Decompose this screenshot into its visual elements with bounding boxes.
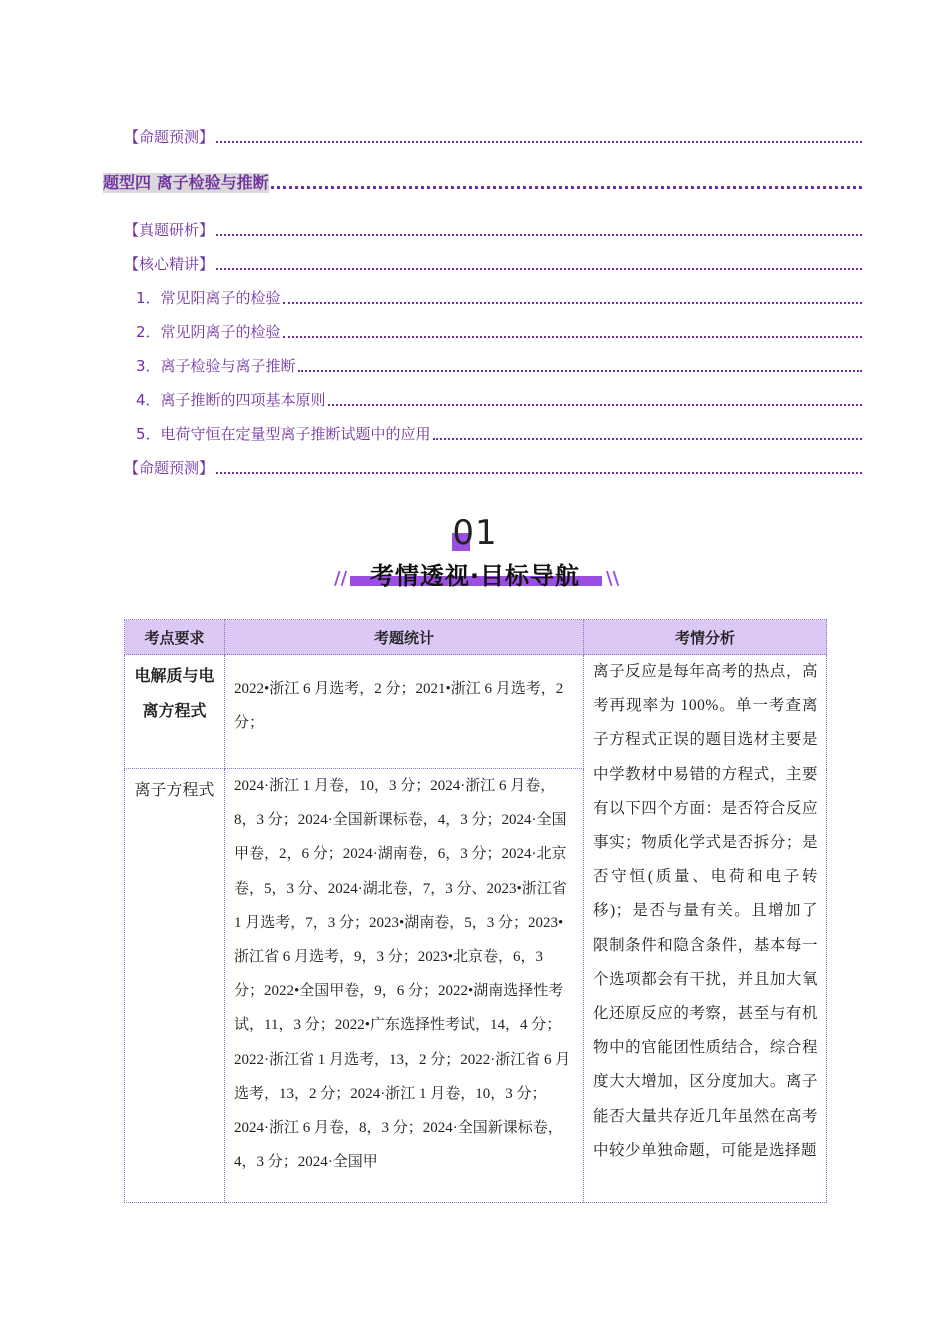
toc-leader	[433, 438, 862, 440]
header-requirement: 考点要求	[125, 620, 225, 655]
toc-leader	[216, 141, 862, 143]
toc-label: 4．离子推断的四项基本原则	[136, 391, 326, 409]
header-analysis: 考情分析	[584, 620, 827, 655]
toc-label: 题型四 离子检验与推断	[103, 173, 269, 192]
toc-label: 1．常见阳离子的检验	[136, 289, 281, 307]
toc-entry-prediction-2[interactable]	[124, 456, 862, 478]
analysis-cell	[584, 655, 827, 1203]
toc-entry-item-3[interactable]	[136, 354, 862, 376]
toc-leader	[216, 234, 862, 236]
toc-entry-core[interactable]	[124, 252, 862, 274]
toc-label: 5．电荷守恒在定量型离子推断试题中的应用	[136, 425, 431, 443]
toc-leader	[216, 472, 862, 474]
toc-entry-item-5[interactable]	[136, 422, 862, 444]
category-cell	[125, 655, 225, 769]
toc-label: 3．离子检验与离子推断	[136, 357, 296, 375]
stats-cell	[225, 769, 584, 1203]
stats-cell	[225, 655, 584, 769]
category-electrolyte: 电解质与电离方程式	[134, 666, 215, 720]
right-slash-decoration: \\	[606, 568, 620, 589]
toc-entry-item-2[interactable]	[136, 320, 862, 342]
stats-ionic-equation: 2024·浙江 1 月卷，10，3 分；2024·浙江 6 月卷，8，3 分；2024·全国新课标卷，4，3 分；2024·全国甲卷，2，6 分；2024·湖南卷，6，3 分；2024·北京卷，5，3 分、2024·湖北卷，7，3 分、2023•浙江省 1 月选考，7，3 分；2023•湖南卷，5，3 分；2023•浙江省 6 月选考，9，3 分；2023•北京卷，6，3 分；2022•全国甲卷，9，6 分；2022•湖南选择性考试，11，3 分；2022•广东选择性考试，14，4 分；2022·浙江省 1 月选考，13，2 分；2022·浙江省 6 月选考，13，2 分；2024·浙江 1 月卷，10，3 分；2024·浙江 6 月卷，8，3 分；2024·全国新课标卷，4，3 分；2024·全国甲	[234, 778, 571, 1171]
analysis-text: 离子反应是每年高考的热点，高考再现率为 100%。单一考查离子方程式正误的题目选材主要是中学教材中易错的方程式，主要有以下四个方面：是否符合反应事实；物质化学式是否拆分；是否守恒(质量、电荷和电子转移)；是否与量有关。且增加了限制条件和隐含条件，基本每一个选项都会有干扰，并且加大氧化还原反应的考察，甚至与有机物中的官能团性质结合，综合程度大大增加，区分度加大。离子能否大量共存近几年虽然在高考中较少单独命题，可能是选择题	[593, 663, 818, 1159]
toc-entry-item-4[interactable]	[136, 388, 862, 410]
toc-label: 【命题预测】	[124, 128, 215, 146]
toc-entry-prediction-1[interactable]	[124, 125, 862, 147]
stats-electrolyte: 2022•浙江 6 月选考，2 分；2021•浙江 6 月选考，2 分；	[234, 681, 564, 732]
left-slash-decoration: //	[334, 568, 348, 589]
toc-entry-item-1[interactable]	[136, 286, 862, 308]
exam-analysis-table	[124, 619, 827, 1203]
header-statistics: 考题统计	[225, 620, 584, 655]
toc-leader	[298, 370, 862, 372]
table-row	[125, 655, 827, 769]
category-ionic-equation: 离子方程式	[134, 780, 215, 799]
toc-label: 【真题研析】	[124, 221, 215, 239]
category-cell	[125, 769, 225, 1203]
section-number: 01	[452, 513, 498, 553]
toc-leader	[283, 302, 862, 304]
toc-leader	[283, 336, 862, 338]
toc-entry-type4[interactable]	[103, 171, 862, 193]
toc-label: 【命题预测】	[124, 459, 215, 477]
toc-label: 2．常见阴离子的检验	[136, 323, 281, 341]
toc-leader	[216, 268, 862, 270]
toc-label: 【核心精讲】	[124, 255, 215, 273]
toc-leader	[328, 404, 862, 406]
table-header-row	[125, 620, 827, 655]
toc-leader	[271, 186, 862, 189]
toc-entry-real-questions[interactable]	[124, 218, 862, 240]
section-title: 考情透视·目标导航	[369, 562, 581, 590]
